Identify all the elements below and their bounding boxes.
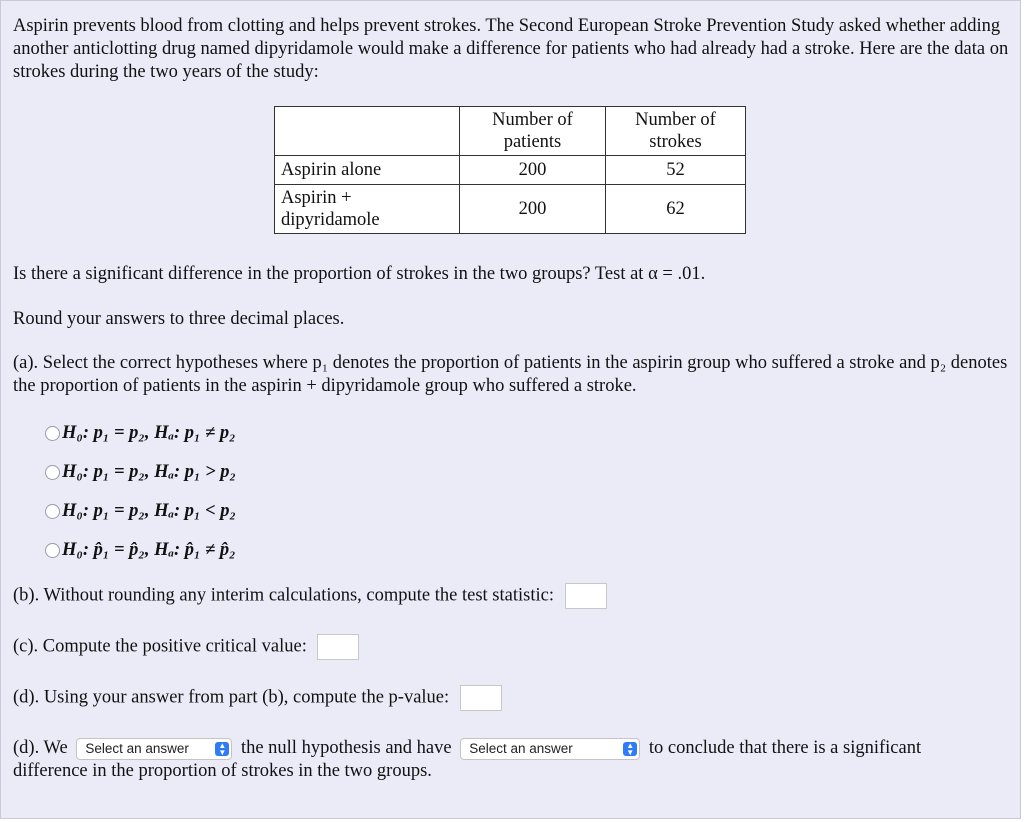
hypothesis-label: H₀: p̂₁ = p̂₂, Hₐ: p̂₁ ≠ p̂₂ xyxy=(62,540,236,560)
hypothesis-option[interactable] xyxy=(45,461,236,483)
part-d2-row xyxy=(13,737,1013,783)
hypothesis-option[interactable] xyxy=(45,500,236,522)
hypothesis-label: H₀: p₁ = p₂, Hₐ: p₁ > p₂ xyxy=(62,462,236,482)
chevron-updown-icon: ▲ ▼ xyxy=(623,742,637,756)
part-d2-suffix: to conclude that there is a significant xyxy=(648,738,922,758)
round-note: Round your answers to three decimal places. xyxy=(13,309,345,329)
part-a-text: (a). Select the correct hypotheses where p₁ denotes the proportion of patients in the aspirin group who suffered a stroke and p₂ denotes the proportion of patients in the aspirin + dipyridamole group who suffered a stroke. xyxy=(13,353,1008,396)
hypothesis-option[interactable] xyxy=(45,539,236,561)
hypothesis-option[interactable] xyxy=(45,422,236,444)
test-statistic-input[interactable] xyxy=(565,583,607,609)
hypothesis-label: H₀: p₁ = p₂, Hₐ: p₁ < p₂ xyxy=(62,501,236,521)
part-d1-row xyxy=(13,685,502,711)
question-text: Is there a significant difference in the proportion of strokes in the two groups? Test at α = .01. xyxy=(13,264,706,284)
table-cell-group: Aspirin + dipyridamole xyxy=(275,185,460,234)
critical-value-input[interactable] xyxy=(317,634,359,660)
evidence-select-value: Select an answer xyxy=(469,741,573,757)
table-row xyxy=(275,156,746,185)
data-table xyxy=(274,106,746,234)
radio-button[interactable] xyxy=(45,504,60,519)
table-cell-strokes: 62 xyxy=(606,185,746,234)
table-cell-group: Aspirin alone xyxy=(275,156,460,185)
decision-select-value: Select an answer xyxy=(85,741,189,757)
radio-button[interactable] xyxy=(45,465,60,480)
table-header-row xyxy=(275,107,746,156)
radio-button[interactable] xyxy=(45,426,60,441)
part-b-text: (b). Without rounding any interim calculations, compute the test statistic: xyxy=(13,585,554,606)
part-d2-middle: the null hypothesis and have xyxy=(240,738,452,758)
part-b-row xyxy=(13,583,607,609)
table-row xyxy=(275,185,746,234)
part-d1-text: (d). Using your answer from part (b), compute the p-value: xyxy=(13,687,450,708)
intro-text: Aspirin prevents blood from clotting and helps prevent strokes. The Second European Stroke Prevention Study asked whether adding another anticlotting drug named dipyridamole would make a difference for patients who had already had a stroke. Here are the data on strokes during the two years of the study: xyxy=(13,16,1009,82)
table-header-cell: Number of strokes xyxy=(606,107,746,156)
evidence-select[interactable] xyxy=(460,738,640,760)
p-value-input[interactable] xyxy=(460,685,502,711)
table-cell-patients: 200 xyxy=(460,185,606,234)
part-d2-line2: difference in the proportion of strokes in the two groups. xyxy=(13,761,432,781)
chevron-updown-icon: ▲ ▼ xyxy=(215,742,229,756)
table-cell-patients: 200 xyxy=(460,156,606,185)
table-cell-strokes: 52 xyxy=(606,156,746,185)
table-header-cell: Number of patients xyxy=(460,107,606,156)
part-d2-prefix: (d). We xyxy=(13,738,68,758)
hypothesis-label: H₀: p₁ = p₂, Hₐ: p₁ ≠ p₂ xyxy=(62,423,236,443)
radio-button[interactable] xyxy=(45,543,60,558)
part-c-text: (c). Compute the positive critical value: xyxy=(13,636,307,657)
decision-select[interactable] xyxy=(76,738,232,760)
table-header-cell xyxy=(275,107,460,156)
part-c-row xyxy=(13,634,359,660)
